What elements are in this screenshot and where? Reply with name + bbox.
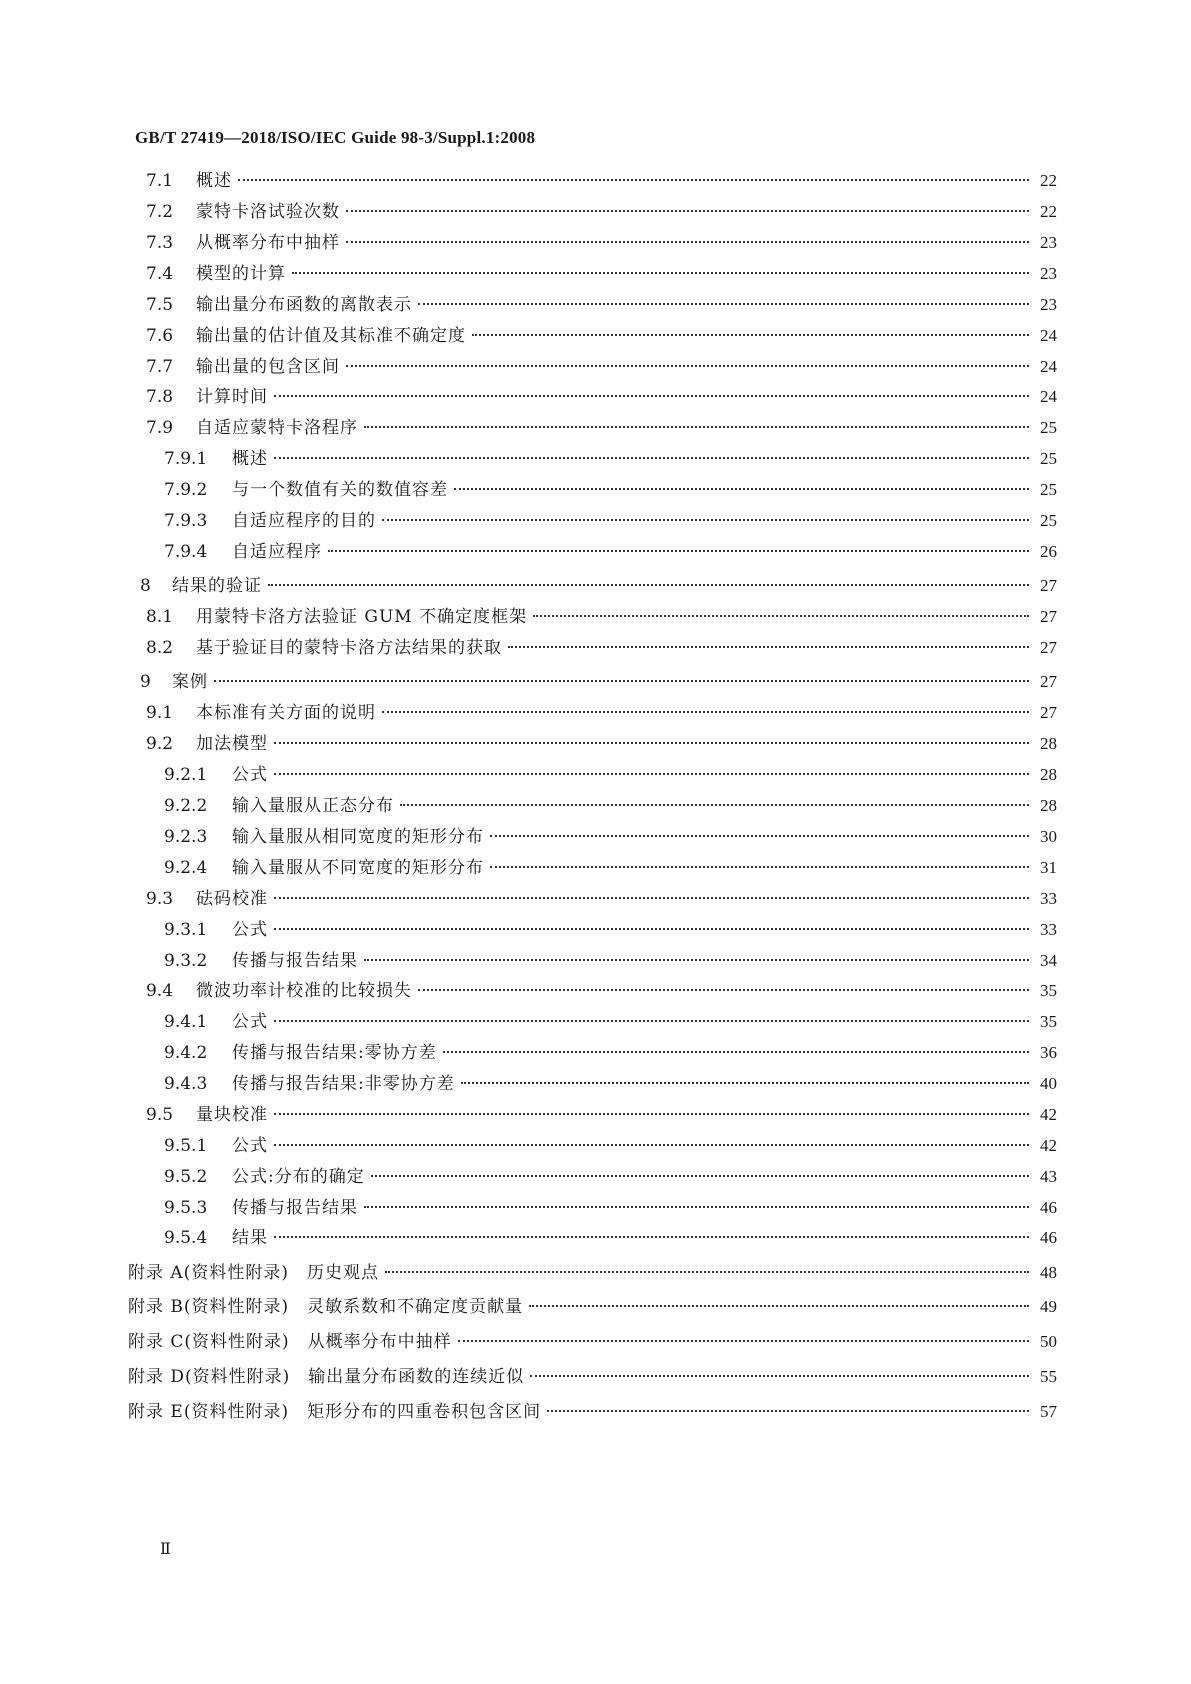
toc-entry-page: 22	[1040, 171, 1057, 190]
dot-leader	[274, 1113, 1029, 1115]
toc-entry-title: 输出量分布函数的离散表示	[196, 295, 412, 315]
dot-leader	[490, 835, 1029, 837]
toc-entry-page: 40	[1040, 1074, 1057, 1093]
toc-entry[interactable]	[146, 201, 1057, 223]
toc-entry-page: 22	[1040, 202, 1057, 221]
dot-leader	[533, 615, 1029, 617]
toc-entry-title: 附录 B(资料性附录) 灵敏系数和不确定度贡献量	[128, 1297, 524, 1317]
dot-leader	[443, 1051, 1029, 1053]
toc-entry-number: 7.7	[146, 357, 174, 377]
toc-entry[interactable]	[140, 575, 1057, 597]
dot-leader	[418, 989, 1029, 991]
toc-entry-title: 传播与报告结果:非零协方差	[232, 1074, 455, 1094]
toc-entry-title: 公式	[232, 920, 268, 940]
toc-entry-title: 本标准有关方面的说明	[196, 703, 376, 723]
toc-appendix-entry[interactable]	[128, 1331, 1057, 1353]
toc-entry-title: 结果	[232, 1228, 268, 1248]
toc-entry-title: 自适应程序的目的	[232, 511, 376, 531]
toc-entry-number: 9.3.1	[164, 920, 208, 940]
toc-entry-title: 输出量的估计值及其标准不确定度	[196, 326, 466, 346]
toc-entry-page: 26	[1040, 542, 1057, 561]
toc-entry-number: 9.5.3	[164, 1198, 208, 1218]
toc-entry-page: 33	[1040, 920, 1057, 939]
toc-entry-title: 自适应蒙特卡洛程序	[196, 418, 358, 438]
toc-entry-page: 28	[1040, 765, 1057, 784]
toc-entry[interactable]	[146, 294, 1057, 316]
toc-entry-page: 23	[1040, 295, 1057, 314]
toc-entry-page: 24	[1040, 357, 1057, 376]
toc-entry-number: 9.5.2	[164, 1167, 208, 1187]
dot-leader	[364, 426, 1029, 428]
toc-entry-page: 35	[1040, 981, 1057, 1000]
toc-entry-title: 传播与报告结果:零协方差	[232, 1043, 437, 1063]
toc-entry[interactable]	[146, 386, 1057, 408]
dot-leader	[268, 584, 1029, 586]
toc-entry-number: 7.9.2	[164, 480, 208, 500]
toc-entry-title: 结果的验证	[172, 576, 262, 596]
toc-entry[interactable]	[146, 325, 1057, 347]
toc-entry[interactable]	[164, 510, 1057, 532]
toc-entry[interactable]	[164, 541, 1057, 563]
toc-entry-title: 微波功率计校准的比较损失	[196, 981, 412, 1001]
dot-leader	[274, 773, 1029, 775]
toc-entry[interactable]	[164, 1135, 1057, 1157]
toc-entry-title: 模型的计算	[196, 264, 286, 284]
toc-entry[interactable]	[146, 980, 1057, 1002]
toc-entry-page: 25	[1040, 511, 1057, 530]
dot-leader	[346, 241, 1029, 243]
toc-entry-number: 9.3	[146, 889, 174, 909]
dot-leader	[274, 1236, 1029, 1238]
toc-entry-title: 用蒙特卡洛方法验证 GUM 不确定度框架	[196, 607, 528, 627]
toc-entry-title: 从概率分布中抽样	[196, 233, 340, 253]
toc-entry-number: 9.3.2	[164, 951, 208, 971]
toc-entry-title: 与一个数值有关的数值容差	[232, 480, 448, 500]
dot-leader	[454, 488, 1029, 490]
toc-entry[interactable]	[146, 356, 1057, 378]
dot-leader	[400, 804, 1029, 806]
toc-entry-page: 55	[1040, 1367, 1057, 1386]
toc-entry-title: 附录 A(资料性附录) 历史观点	[128, 1263, 379, 1283]
toc-entry-title: 砝码校准	[196, 889, 268, 909]
toc-entry-title: 输入量服从正态分布	[232, 796, 394, 816]
toc-entry-number: 9.5.1	[164, 1136, 208, 1156]
dot-leader	[364, 1206, 1029, 1208]
toc-entry[interactable]	[146, 232, 1057, 254]
toc-entry-title: 传播与报告结果	[232, 951, 358, 971]
toc-entry-page: 23	[1040, 264, 1057, 283]
toc-entry-title: 蒙特卡洛试验次数	[196, 202, 340, 222]
toc-entry[interactable]	[164, 479, 1057, 501]
toc-entry-number: 7.2	[146, 202, 174, 222]
dot-leader	[547, 1410, 1029, 1412]
toc-entry-page: 35	[1040, 1012, 1057, 1031]
dot-leader	[458, 1340, 1029, 1342]
toc-entry-number: 7.9	[146, 418, 174, 438]
toc-entry-number: 9.2.1	[164, 765, 208, 785]
toc-entry-page: 27	[1040, 672, 1057, 691]
toc-entry-number: 9.5	[146, 1105, 174, 1125]
dot-leader	[346, 365, 1029, 367]
toc-entry-number: 7.9.1	[164, 449, 208, 469]
toc-entry[interactable]	[146, 702, 1057, 724]
toc-entry-number: 7.8	[146, 387, 174, 407]
toc-entry-page: 27	[1040, 607, 1057, 626]
toc-entry[interactable]	[164, 448, 1057, 470]
toc-entry-title: 加法模型	[196, 734, 268, 754]
toc-entry[interactable]	[164, 857, 1057, 879]
toc-entry-number: 9.4.1	[164, 1012, 208, 1032]
toc-entry-number: 7.5	[146, 295, 174, 315]
toc-appendix-entry[interactable]	[128, 1366, 1057, 1388]
toc-entry-page: 42	[1040, 1105, 1057, 1124]
toc-entry[interactable]	[146, 263, 1057, 285]
toc-entry[interactable]	[146, 1104, 1057, 1126]
toc-entry-number: 9.2.4	[164, 858, 208, 878]
toc-appendix-entry[interactable]	[128, 1262, 1057, 1284]
dot-leader	[238, 179, 1029, 181]
toc-entry-title: 输入量服从相同宽度的矩形分布	[232, 827, 484, 847]
dot-leader	[274, 457, 1029, 459]
toc-entry-title: 传播与报告结果	[232, 1198, 358, 1218]
dot-leader	[328, 550, 1029, 552]
toc-entry[interactable]	[164, 764, 1057, 786]
toc-entry-title: 公式	[232, 765, 268, 785]
toc-entry[interactable]	[164, 1227, 1057, 1249]
dot-leader	[472, 334, 1029, 336]
toc-entry-page: 48	[1040, 1263, 1057, 1282]
toc-entry-page: 34	[1040, 951, 1057, 970]
toc-entry-title: 案例	[172, 672, 208, 692]
toc-entry-page: 50	[1040, 1332, 1057, 1351]
toc-entry-page: 28	[1040, 734, 1057, 753]
dot-leader	[292, 272, 1029, 274]
dot-leader	[385, 1271, 1029, 1273]
toc-entry-page: 27	[1040, 703, 1057, 722]
dot-leader	[461, 1082, 1029, 1084]
dot-leader	[371, 1175, 1029, 1177]
toc-entry[interactable]	[146, 733, 1057, 755]
toc-entry-title: 公式:分布的确定	[232, 1167, 365, 1187]
toc-entry[interactable]	[164, 826, 1057, 848]
toc-entry-page: 49	[1040, 1297, 1057, 1316]
toc-appendix-entry[interactable]	[128, 1401, 1057, 1423]
toc-entry[interactable]	[146, 417, 1057, 439]
toc-entry-title: 计算时间	[196, 387, 268, 407]
toc-entry-page: 30	[1040, 827, 1057, 846]
toc-entry[interactable]	[146, 170, 1057, 192]
toc-entry-number: 7.9.3	[164, 511, 208, 531]
toc-entry-number: 7.3	[146, 233, 174, 253]
toc-entry[interactable]	[164, 1073, 1057, 1095]
toc-entry-number: 9.2.3	[164, 827, 208, 847]
toc-entry-title: 公式	[232, 1136, 268, 1156]
page-number: Ⅱ	[160, 1541, 171, 1558]
toc-entry-page: 46	[1040, 1228, 1057, 1247]
toc-entry[interactable]	[146, 888, 1057, 910]
dot-leader	[274, 928, 1029, 930]
toc-entry-page: 27	[1040, 576, 1057, 595]
toc-entry[interactable]	[140, 671, 1057, 693]
toc-entry-title: 附录 D(资料性附录) 输出量分布函数的连续近似	[128, 1367, 525, 1387]
toc-entry-page: 24	[1040, 326, 1057, 345]
dot-leader	[364, 959, 1029, 961]
toc-entry-page: 46	[1040, 1198, 1057, 1217]
toc-entry[interactable]	[164, 1197, 1057, 1219]
toc-entry-page: 25	[1040, 480, 1057, 499]
toc-entry-number: 9	[140, 672, 151, 692]
dot-leader	[274, 1020, 1029, 1022]
toc-entry-number: 9.4	[146, 981, 174, 1001]
dot-leader	[530, 1375, 1029, 1377]
toc-entry[interactable]	[146, 637, 1057, 659]
toc-entry-title: 输出量的包含区间	[196, 357, 340, 377]
dot-leader	[508, 646, 1029, 648]
toc-entry[interactable]	[146, 606, 1057, 628]
toc-entry-page: 57	[1040, 1402, 1057, 1421]
toc-entry-title: 量块校准	[196, 1105, 268, 1125]
document-header: GB/T 27419—2018/ISO/IEC Guide 98-3/Suppl.1:2008	[135, 128, 536, 147]
toc-entry-title: 概述	[232, 449, 268, 469]
toc-entry-page: 33	[1040, 889, 1057, 908]
toc-entry-title: 附录 C(资料性附录) 从概率分布中抽样	[128, 1332, 452, 1352]
toc-entry-page: 43	[1040, 1167, 1057, 1186]
toc-entry-title: 公式	[232, 1012, 268, 1032]
toc-entry-number: 9.1	[146, 703, 174, 723]
dot-leader	[214, 680, 1029, 682]
toc-entry-number: 9.4.3	[164, 1074, 208, 1094]
toc-entry[interactable]	[164, 1166, 1057, 1188]
toc-entry-page: 25	[1040, 418, 1057, 437]
toc-entry-page: 42	[1040, 1136, 1057, 1155]
toc-entry-page: 36	[1040, 1043, 1057, 1062]
toc-entry-page: 25	[1040, 449, 1057, 468]
toc-entry-title: 概述	[196, 171, 232, 191]
toc-entry-title: 自适应程序	[232, 542, 322, 562]
dot-leader	[274, 395, 1029, 397]
toc-entry-page: 27	[1040, 638, 1057, 657]
toc-entry-number: 9.4.2	[164, 1043, 208, 1063]
toc-entry-page: 31	[1040, 858, 1057, 877]
toc-entry-number: 7.9.4	[164, 542, 208, 562]
dot-leader	[529, 1305, 1029, 1307]
toc-appendix-entry[interactable]	[128, 1296, 1057, 1318]
toc-entry[interactable]	[164, 1042, 1057, 1064]
dot-leader	[274, 1144, 1029, 1146]
toc-entry-number: 9.5.4	[164, 1228, 208, 1248]
toc-entry-number: 7.4	[146, 264, 174, 284]
toc-entry[interactable]	[164, 919, 1057, 941]
toc-entry-title: 附录 E(资料性附录) 矩形分布的四重卷积包含区间	[128, 1402, 542, 1422]
toc-entry-number: 8	[140, 576, 151, 596]
dot-leader	[490, 866, 1029, 868]
dot-leader	[346, 210, 1029, 212]
dot-leader	[382, 519, 1029, 521]
toc-entry-page: 28	[1040, 796, 1057, 815]
toc-entry-number: 9.2.2	[164, 796, 208, 816]
toc-entry[interactable]	[164, 950, 1057, 972]
toc-entry-number: 7.1	[146, 171, 174, 191]
toc-entry-page: 24	[1040, 387, 1057, 406]
toc-entry-page: 23	[1040, 233, 1057, 252]
toc-entry[interactable]	[164, 795, 1057, 817]
dot-leader	[418, 303, 1029, 305]
toc-entry-title: 输入量服从不同宽度的矩形分布	[232, 858, 484, 878]
toc-entry-number: 8.2	[146, 638, 174, 658]
dot-leader	[274, 897, 1029, 899]
toc-entry-title: 基于验证目的蒙特卡洛方法结果的获取	[196, 638, 502, 658]
toc-entry-number: 8.1	[146, 607, 174, 627]
toc-entry-number: 7.6	[146, 326, 174, 346]
toc-entry[interactable]	[164, 1011, 1057, 1033]
dot-leader	[382, 711, 1029, 713]
toc-entry-number: 9.2	[146, 734, 174, 754]
dot-leader	[274, 742, 1029, 744]
